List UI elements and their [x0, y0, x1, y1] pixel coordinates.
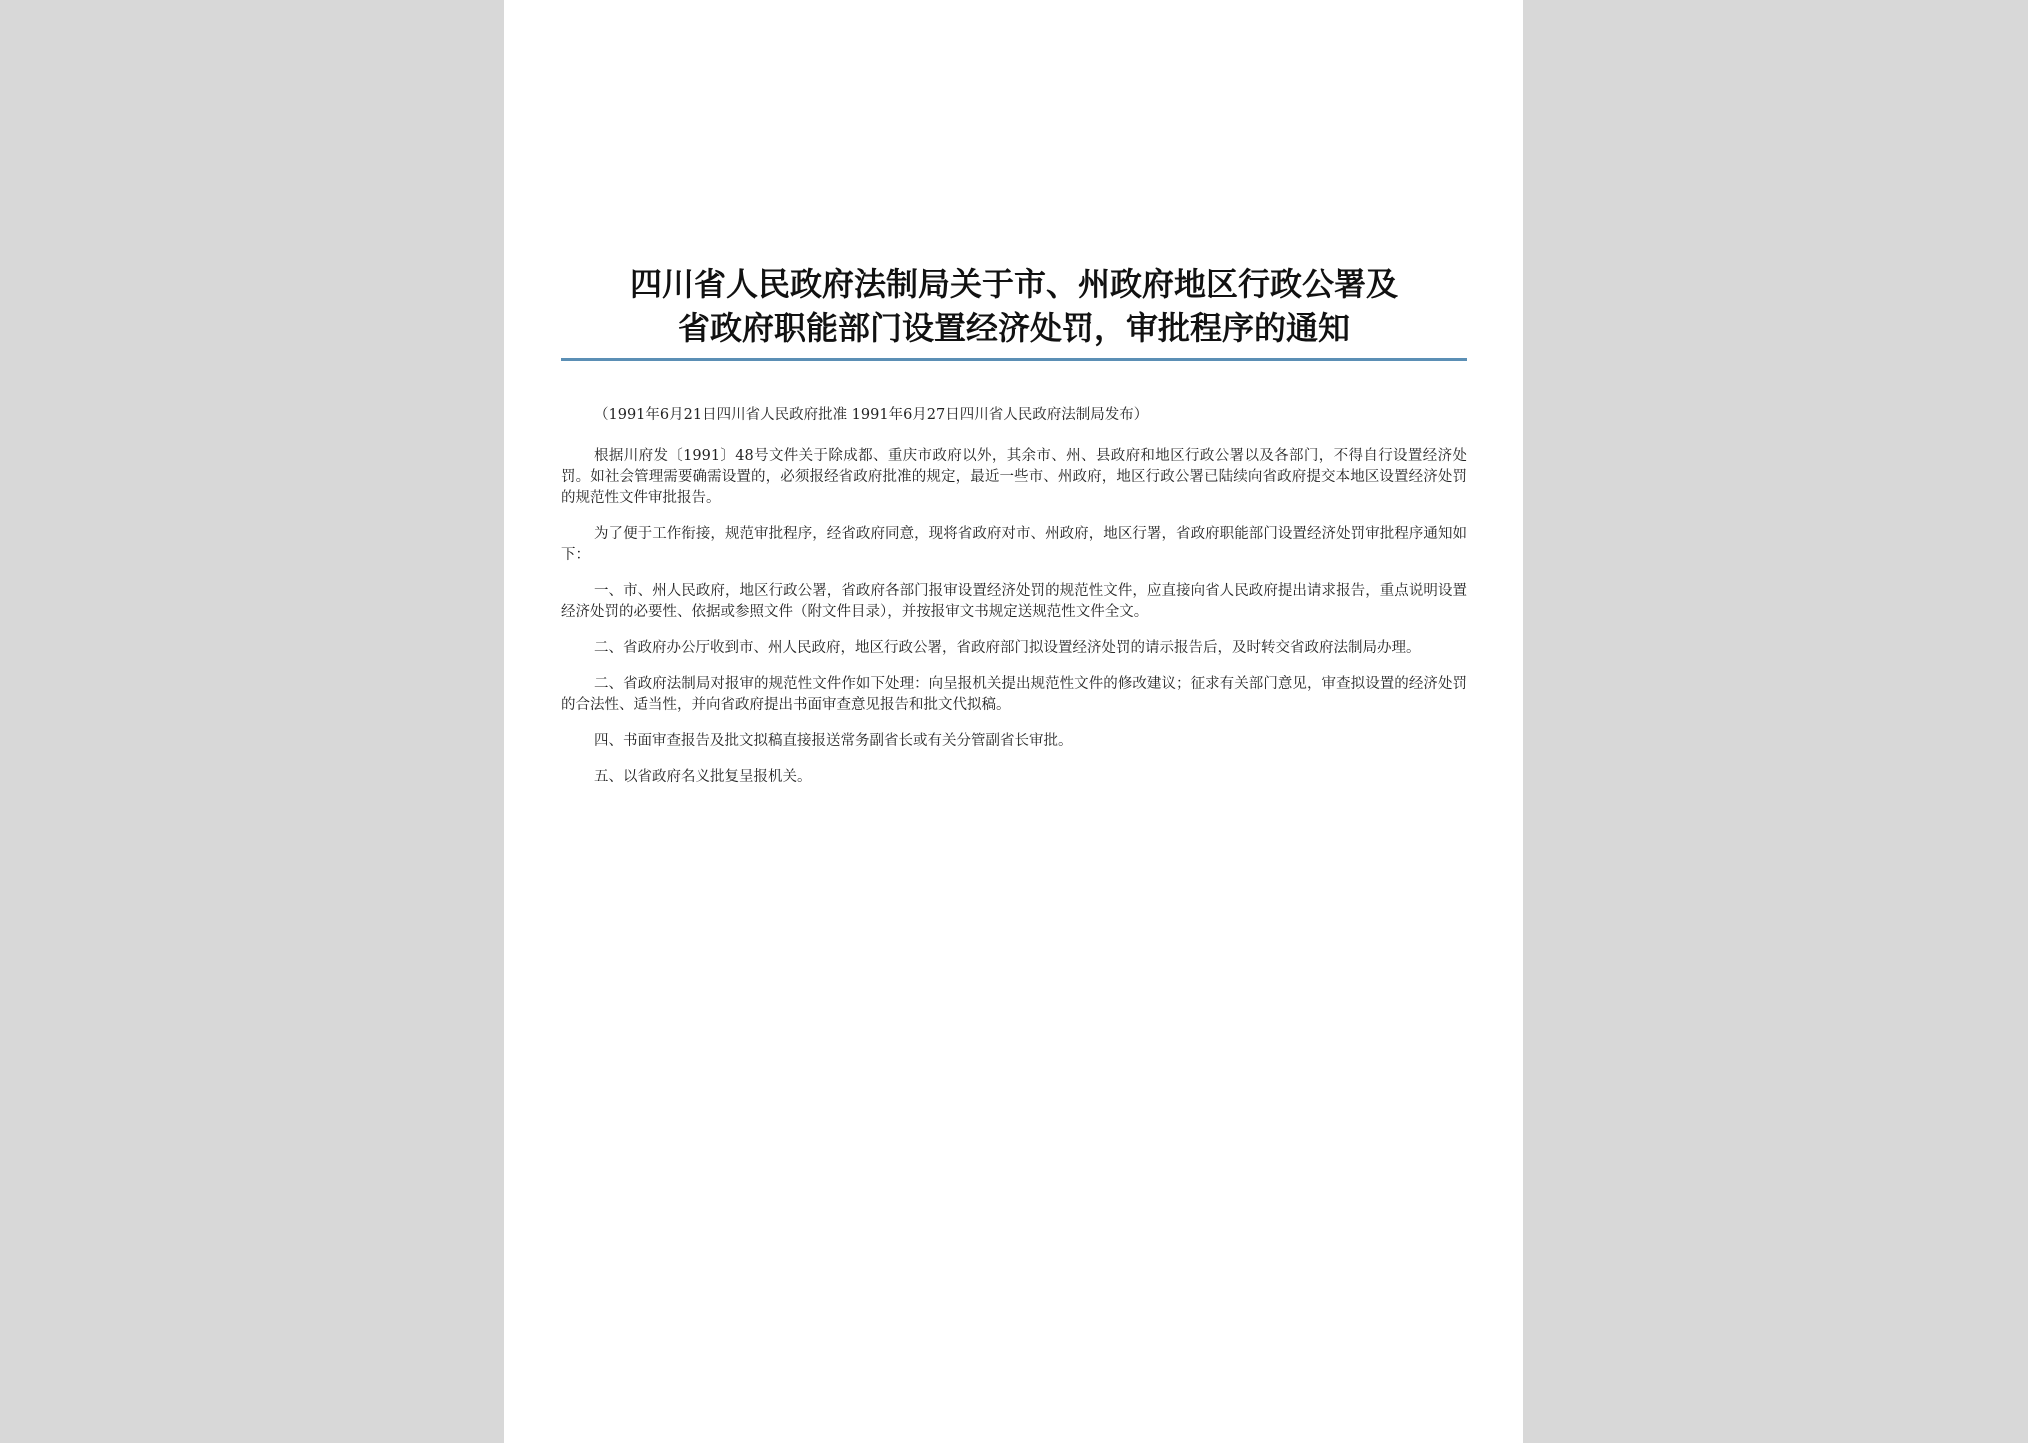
- title-line-1: 四川省人民政府法制局关于市、州政府地区行政公署及: [629, 265, 1398, 303]
- paragraph-item-5: 五、以省政府名义批复呈报机关。: [594, 769, 812, 785]
- paragraph-basis: 根据川府发〔1991〕48号文件关于除成都、重庆市政府以外，其余市、州、县政府和地区行政公署以及各部门，不得自行设置经济处罚。如社会管理需要确需设置的，必须报经省政府批准的规定，最近一些市、州政府，地区行政公署已陆续向省政府提交本地区设置经济处罚的规范性文件审批报告。: [561, 448, 1467, 506]
- paragraph-item-3: 二、省政府法制局对报审的规范性文件作如下处理：向呈报机关提出规范性文件的修改建议；征求有关部门意见，审查拟设置的经济处罚的合法性、适当性，并向省政府提出书面审查意见报告和批文代拟稿。: [561, 676, 1467, 713]
- paragraph-item-4: 四、书面审查报告及批文拟稿直接报送常务副省长或有关分管副省长审批。: [594, 733, 1073, 749]
- document-body: [561, 405, 1467, 803]
- issue-note: （1991年6月21日四川省人民政府批准 1991年6月27日四川省人民政府法制局发布）: [594, 407, 1149, 423]
- paragraph-purpose: 为了便于工作衔接，规范审批程序，经省政府同意，现将省政府对市、州政府，地区行署，省政府职能部门设置经济处罚审批程序通知如下：: [561, 526, 1467, 563]
- title-line-2: 省政府职能部门设置经济处罚，审批程序的通知: [677, 309, 1350, 347]
- paragraph-item-1: 一、市、州人民政府，地区行政公署，省政府各部门报审设置经济处罚的规范性文件，应直接向省人民政府提出请求报告，重点说明设置经济处罚的必要性、依据或参照文件（附文件目录），并按报审文书规定送规范性文件全文。: [561, 583, 1467, 620]
- title-divider: [561, 358, 1467, 361]
- paragraph-item-2: 二、省政府办公厅收到市、州人民政府，地区行政公署，省政府部门拟设置经济处罚的请示报告后，及时转交省政府法制局办理。: [594, 640, 1421, 656]
- document-page: [504, 0, 1523, 1443]
- document-title: [562, 262, 1466, 350]
